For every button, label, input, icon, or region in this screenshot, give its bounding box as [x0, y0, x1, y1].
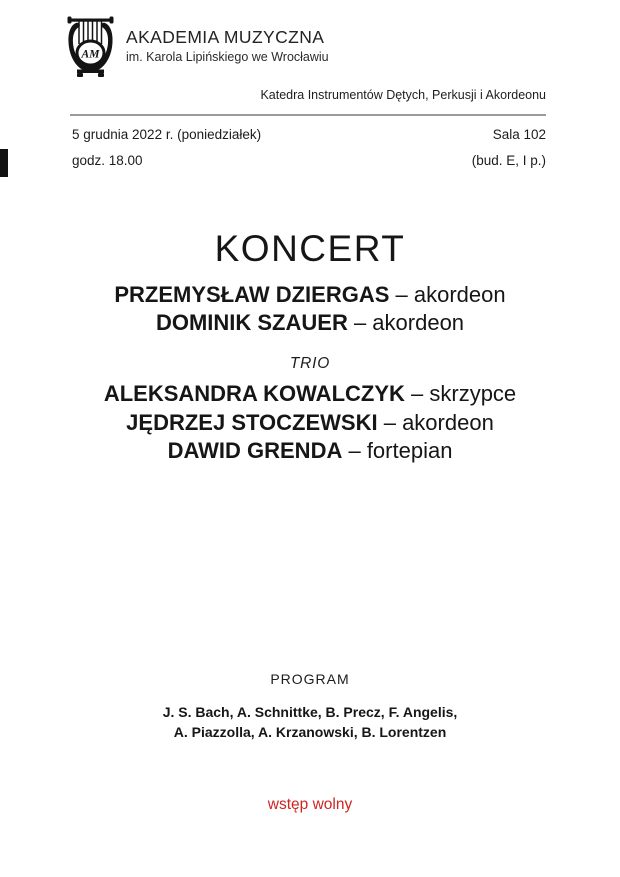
event-location [472, 122, 546, 173]
academy-text-block [126, 26, 329, 64]
soloist-line [0, 310, 620, 336]
admission-note: wstęp wolny [267, 796, 353, 813]
header-divider-rule [70, 114, 546, 116]
trio-member-instrument: – skrzypce [411, 381, 517, 406]
trio-member-line [0, 438, 620, 464]
soloist-name: PRZEMYSŁAW DZIERGAS [114, 282, 390, 307]
event-date: 5 grudnia 2022 r. (poniedziałek) [72, 127, 262, 142]
soloist-name: DOMINIK SZAUER [155, 310, 348, 335]
soloist-line [0, 282, 620, 308]
event-time: godz. 18.00 [72, 152, 143, 168]
soloist-instrument: – akordeon [395, 282, 506, 307]
event-datetime [72, 122, 261, 173]
trio-label: TRIO [289, 355, 331, 372]
trio-member-instrument: – akordeon [383, 410, 494, 435]
program-heading: PROGRAM [270, 671, 350, 687]
program-composers-line: J. S. Bach, A. Schnittke, B. Precz, F. Angelis, [162, 704, 458, 720]
trio-member-name: DAWID GRENDA [167, 438, 343, 463]
page-edge-scan-mark [0, 149, 8, 177]
academy-subtitle: im. Karola Lipińskiego we Wrocławiu [126, 50, 329, 64]
logo-monogram: AM [81, 48, 100, 61]
soloist-instrument: – akordeon [353, 310, 465, 335]
program-composers [0, 702, 620, 742]
event-building: (bud. E, I p.) [471, 152, 546, 168]
concert-title: KONCERT [214, 228, 406, 269]
event-room: Sala 102 [492, 127, 546, 142]
trio-member-name: JĘDRZEJ STOCZEWSKI [126, 410, 378, 435]
trio-member-instrument: – fortepian [348, 438, 453, 463]
academy-name: AKADEMIA MUZYCZNA [126, 27, 325, 47]
department-line: Katedra Instrumentów Dętych, Perkusji i Akordeonu [260, 88, 546, 102]
trio-member-name: ALEKSANDRA KOWALCZYK [103, 381, 405, 406]
trio-member-line [0, 410, 620, 436]
program-composers-line: A. Piazzolla, A. Krzanowski, B. Lorentzen [173, 724, 447, 740]
academy-lyre-logo-icon [64, 16, 117, 78]
event-info-row [72, 122, 546, 173]
trio-member-line [0, 381, 620, 407]
